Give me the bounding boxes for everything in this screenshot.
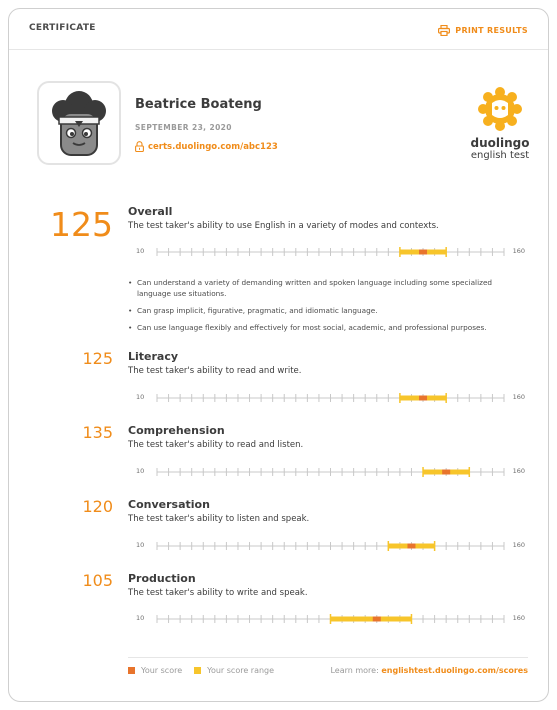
legend xyxy=(128,666,274,675)
scale-max-label: 160 xyxy=(512,393,525,401)
production-title: Production xyxy=(128,572,196,585)
overall-title: Overall xyxy=(128,205,173,218)
production-description: The test taker's ability to write and speak. xyxy=(128,588,308,598)
literacy-description: The test taker's ability to read and write. xyxy=(128,366,302,376)
learn-more xyxy=(330,666,528,675)
scale-min-label: 10 xyxy=(136,393,145,401)
printer-icon xyxy=(438,21,450,40)
certificate-card xyxy=(8,8,549,702)
scale-max-label: 160 xyxy=(512,247,525,255)
conversation-description: The test taker's ability to listen and speak. xyxy=(128,514,310,524)
comprehension-scale-svg xyxy=(153,465,508,479)
ability-bullet: • Can grasp implicit, figurative, pragmatic, and idiomatic language. xyxy=(128,305,528,316)
your-score-marker xyxy=(373,617,381,622)
certificate-label: CERTIFICATE xyxy=(29,23,96,33)
your-score-legend-label: Your score xyxy=(141,666,183,675)
logo-subtitle: english test xyxy=(470,150,530,161)
overall-description: The test taker's ability to use English in a variety of modes and contexts. xyxy=(128,221,439,231)
your-score-swatch xyxy=(128,667,135,674)
learn-more-link[interactable]: englishtest.duolingo.com/scores xyxy=(381,666,528,675)
comprehension-score-scale xyxy=(136,465,525,479)
avatar xyxy=(37,81,121,165)
scale-max-label: 160 xyxy=(512,541,525,549)
production-score-scale xyxy=(136,612,525,626)
literacy-scale-svg xyxy=(153,391,508,405)
scale-max-label: 160 xyxy=(512,467,525,475)
conversation-score: 120 xyxy=(82,497,113,516)
header-divider xyxy=(9,49,548,50)
your-score-marker xyxy=(419,396,427,401)
production-scale-svg xyxy=(153,612,508,626)
ability-bullet: • Can understand a variety of demanding written and spoken language including some specialized language use situations. xyxy=(128,277,528,299)
overall-ability-list xyxy=(128,277,528,339)
logo-wordmark: duolingo xyxy=(470,136,530,150)
literacy-score: 125 xyxy=(82,349,113,368)
ability-bullet: • Can use language flexibly and effectively for most social, academic, and professional purposes. xyxy=(128,322,528,333)
your-score-marker xyxy=(419,250,427,255)
comprehension-title: Comprehension xyxy=(128,424,225,437)
scale-min-label: 10 xyxy=(136,467,145,475)
conversation-title: Conversation xyxy=(128,498,210,511)
learn-more-prefix: Learn more: xyxy=(330,666,379,675)
your-score-marker xyxy=(407,544,415,549)
literacy-title: Literacy xyxy=(128,350,179,363)
comprehension-description: The test taker's ability to read and listen. xyxy=(128,440,304,450)
duolingo-logo xyxy=(465,85,535,162)
print-results-button[interactable] xyxy=(438,21,528,40)
avatar-illustration-icon xyxy=(39,83,119,163)
comprehension-score: 135 xyxy=(82,423,113,442)
overall-score: 125 xyxy=(50,205,113,244)
scale-min-label: 10 xyxy=(136,614,145,622)
score-range-bar xyxy=(331,617,412,622)
production-score: 105 xyxy=(82,571,113,590)
lock-icon xyxy=(135,137,144,156)
your-score-marker xyxy=(442,470,450,475)
score-range-swatch xyxy=(194,667,201,674)
certificate-link-row xyxy=(135,137,278,156)
footer-divider xyxy=(128,657,528,658)
print-results-label: PRINT RESULTS xyxy=(455,26,528,35)
score-range-legend-label: Your score range xyxy=(207,666,275,675)
test-date: SEPTEMBER 23, 2020 xyxy=(135,123,232,132)
duolingo-owl-icon xyxy=(476,85,524,133)
conversation-score-scale xyxy=(136,539,525,553)
candidate-name: Beatrice Boateng xyxy=(135,97,262,112)
conversation-scale-svg xyxy=(153,539,508,553)
scale-min-label: 10 xyxy=(136,247,145,255)
scale-max-label: 160 xyxy=(512,614,525,622)
literacy-score-scale xyxy=(136,391,525,405)
overall-score-scale xyxy=(136,245,525,259)
certificate-url-link[interactable]: certs.duolingo.com/abc123 xyxy=(148,141,278,152)
scale-min-label: 10 xyxy=(136,541,145,549)
overall-scale-svg xyxy=(153,245,508,259)
